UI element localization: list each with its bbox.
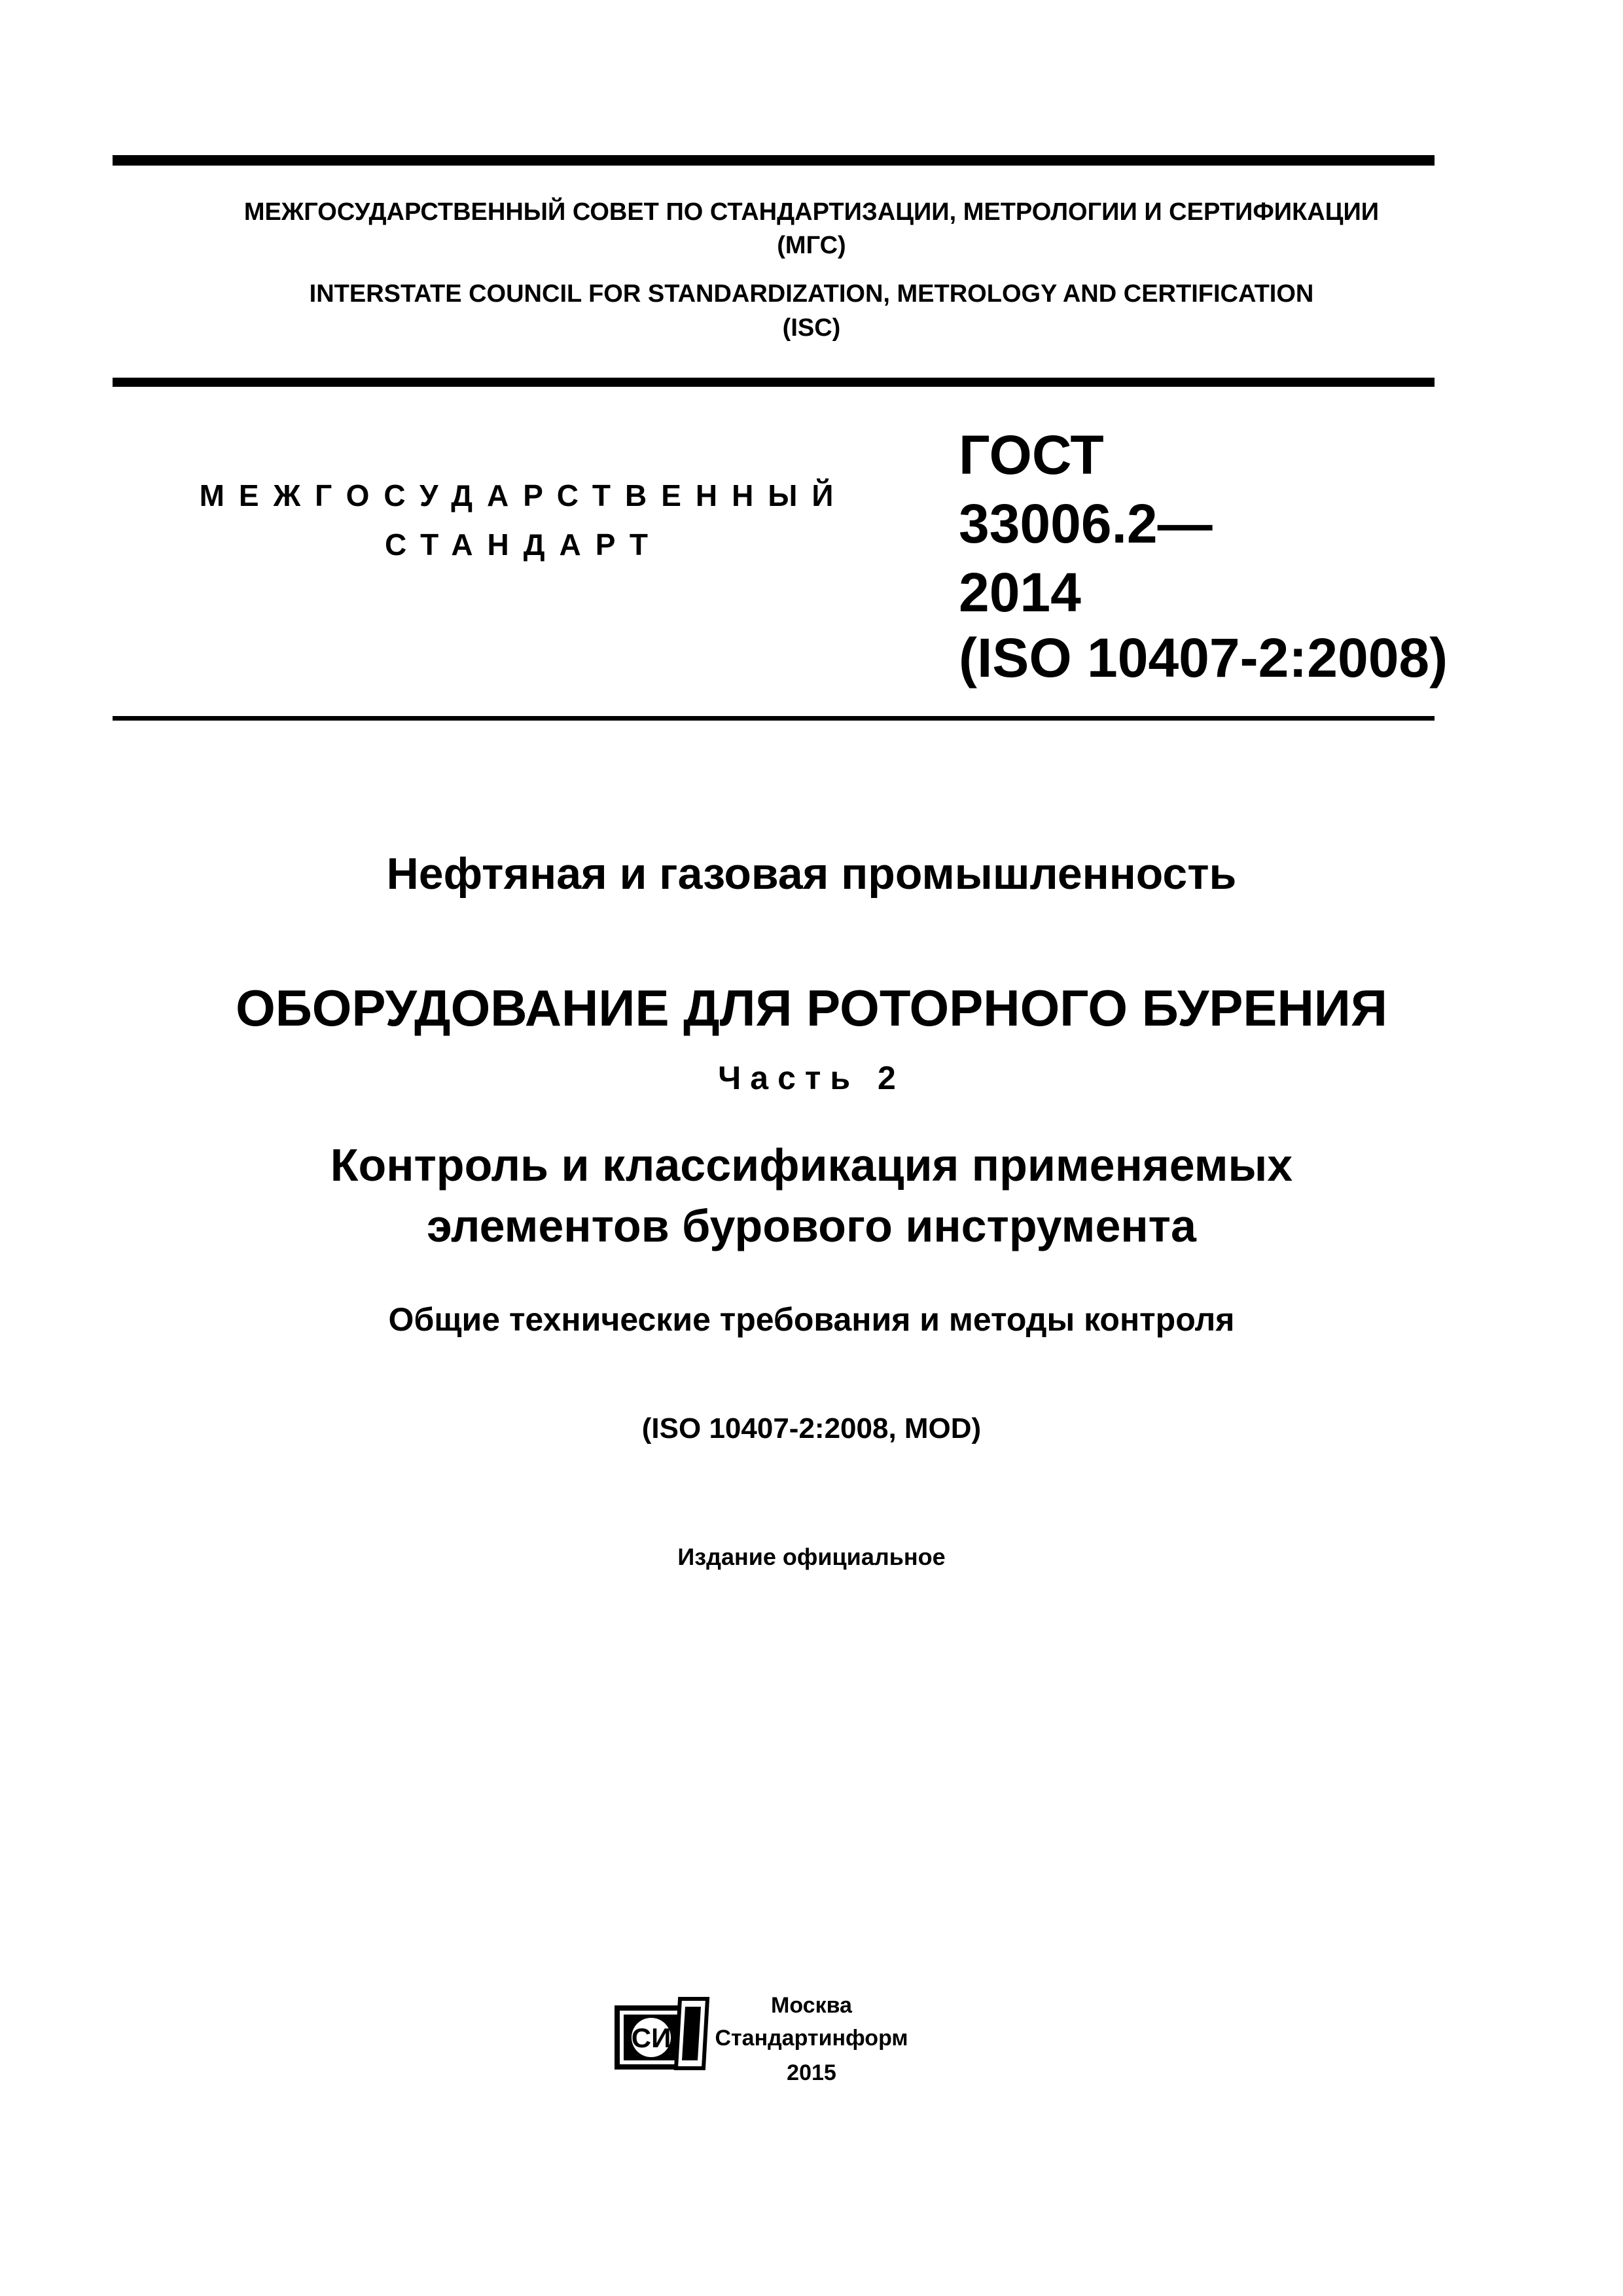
council-name-en: INTERSTATE COUNCIL FOR STANDARDIZATION, METROLOGY AND CERTIFICATION (309, 280, 1314, 308)
council-abbr-en: (ISC) (782, 314, 841, 342)
top-rule (113, 155, 1435, 166)
main-title: ОБОРУДОВАНИЕ ДЛЯ РОТОРНОГО БУРЕНИЯ (236, 979, 1387, 1037)
edition-label: Издание официальное (677, 1543, 946, 1570)
standartinform-logo-icon (612, 1995, 710, 2073)
logo-text: СИ (631, 2022, 671, 2053)
gost-iso-equivalent: (ISO 10407-2:2008) (959, 627, 1448, 689)
gost-year: 2014 (959, 562, 1081, 623)
header-divider-rule (113, 378, 1435, 387)
publisher-city: Москва (771, 1993, 852, 2018)
publication-year: 2015 (787, 2060, 836, 2085)
publisher-name: Стандартинформ (715, 2026, 908, 2051)
standard-type-line2: СТАНДАРТ (385, 528, 662, 562)
gost-label: ГОСТ (959, 424, 1104, 486)
general-requirements-title: Общие технические требования и методы контроля (388, 1301, 1235, 1338)
council-abbr-ru: (МГС) (777, 232, 846, 259)
part-label: Часть 2 (718, 1060, 905, 1096)
gost-number: 33006.2— (959, 493, 1213, 554)
designation-divider-rule (113, 716, 1435, 721)
standard-type-line1: МЕЖГОСУДАРСТВЕННЫЙ (199, 478, 848, 512)
subtitle-line1: Контроль и классификация применяемых (330, 1139, 1293, 1191)
subtitle-line2: элементов бурового инструмента (427, 1200, 1196, 1251)
industry-title: Нефтяная и газовая промышленность (386, 849, 1237, 899)
council-name-ru: МЕЖГОСУДАРСТВЕННЫЙ СОВЕТ ПО СТАНДАРТИЗАЦИИ, МЕТРОЛОГИИ И СЕРТИФИКАЦИИ (243, 198, 1380, 226)
iso-reference: (ISO 10407-2:2008, MOD) (641, 1412, 982, 1444)
